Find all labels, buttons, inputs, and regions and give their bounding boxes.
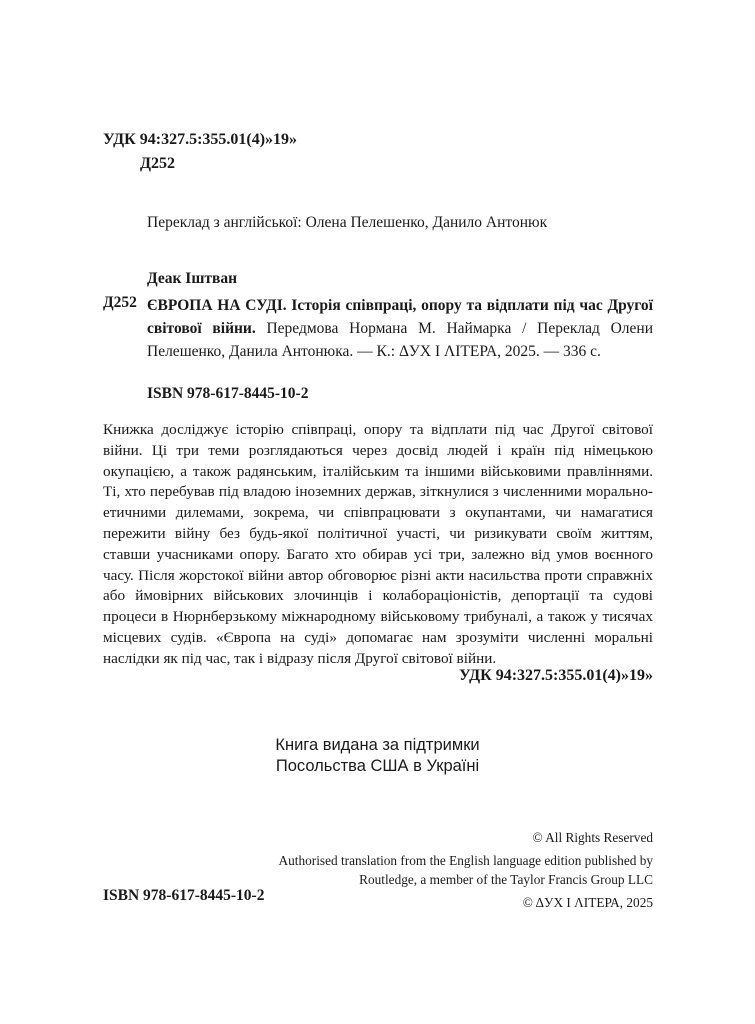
book-details: Передмова Нормана М. Наймарка / Переклад Олени Пелешенко, Данила Антонюка. — К.: ΔУХ І ΛІТЕРА, 2025. — 336 с.: [147, 320, 653, 360]
book-abstract: Книжка досліджує історію співпраці, опору та відплати під час Другої світової війни. Ці три теми розглядаються через досвід людей і країн під німецькою окупацією, а також радянським, італійським та іншими військовими правліннями. Ті, хто перебував під владою іноземних держав, зіткнулися з численними морально-етичними дилемами, зокрема, чи співпрацювати з окупантами, чи намагатися пережити війну без будь-якої політичної участі, чи ризикувати своїм життям, ставши учасниками опору. Багато хто обирав усі три, залежно від умов воєнного часу. Після жорстокої війни автор обговорює різні акти насильства проти справжніх або ймовірних військових злочинців і колабораціоністів, депортації та судові процеси в Нюрнберзькому міжнародному військовому трибуналі, а також у тисячах місцевих судів. «Європа на суді» допомагає нам зрозуміти численні моральні наслідки як під час, так і відразу після Другої світової війни.: [103, 421, 653, 667]
support-line-1: Книга видана за підтримки: [275, 736, 480, 754]
footer-udk: УДК 94:327.5:355.01(4)»19»: [458, 667, 653, 684]
catalog-author: Деак Іштван: [147, 270, 238, 287]
author-sign-code: Д252: [140, 155, 176, 172]
rights-block: [279, 828, 653, 912]
book-title: ЄВРОПА НА СУДІ. Історія співпраці, опору та відплати під час Другої світової війни.: [147, 297, 653, 337]
udk-classification: УДК 94:327.5:355.01(4)»19»: [103, 131, 298, 148]
catalog-isbn: ISBN 978-617-8445-10-2: [147, 385, 309, 402]
authorised-translation-line-1: Authorised translation from the English language edition published by: [278, 852, 653, 868]
all-rights-reserved: © All Rights Reserved: [532, 830, 653, 845]
translation-credits: Переклад з англійської: Олена Пелешенко, Данило Антонюк: [147, 214, 548, 231]
footer-isbn: ISBN 978-617-8445-10-2: [103, 887, 265, 904]
catalog-code: Д252: [103, 294, 137, 311]
publisher-copyright: © ΔУХ І ΛІТЕРА, 2025: [522, 894, 653, 910]
support-line-2: Посольства США в Україні: [275, 757, 480, 775]
authorised-translation-line-2: Routledge, a member of the Taylor Francis Group LLC: [359, 872, 653, 887]
support-notice: [0, 735, 755, 777]
catalog-entry-description: [147, 294, 653, 363]
